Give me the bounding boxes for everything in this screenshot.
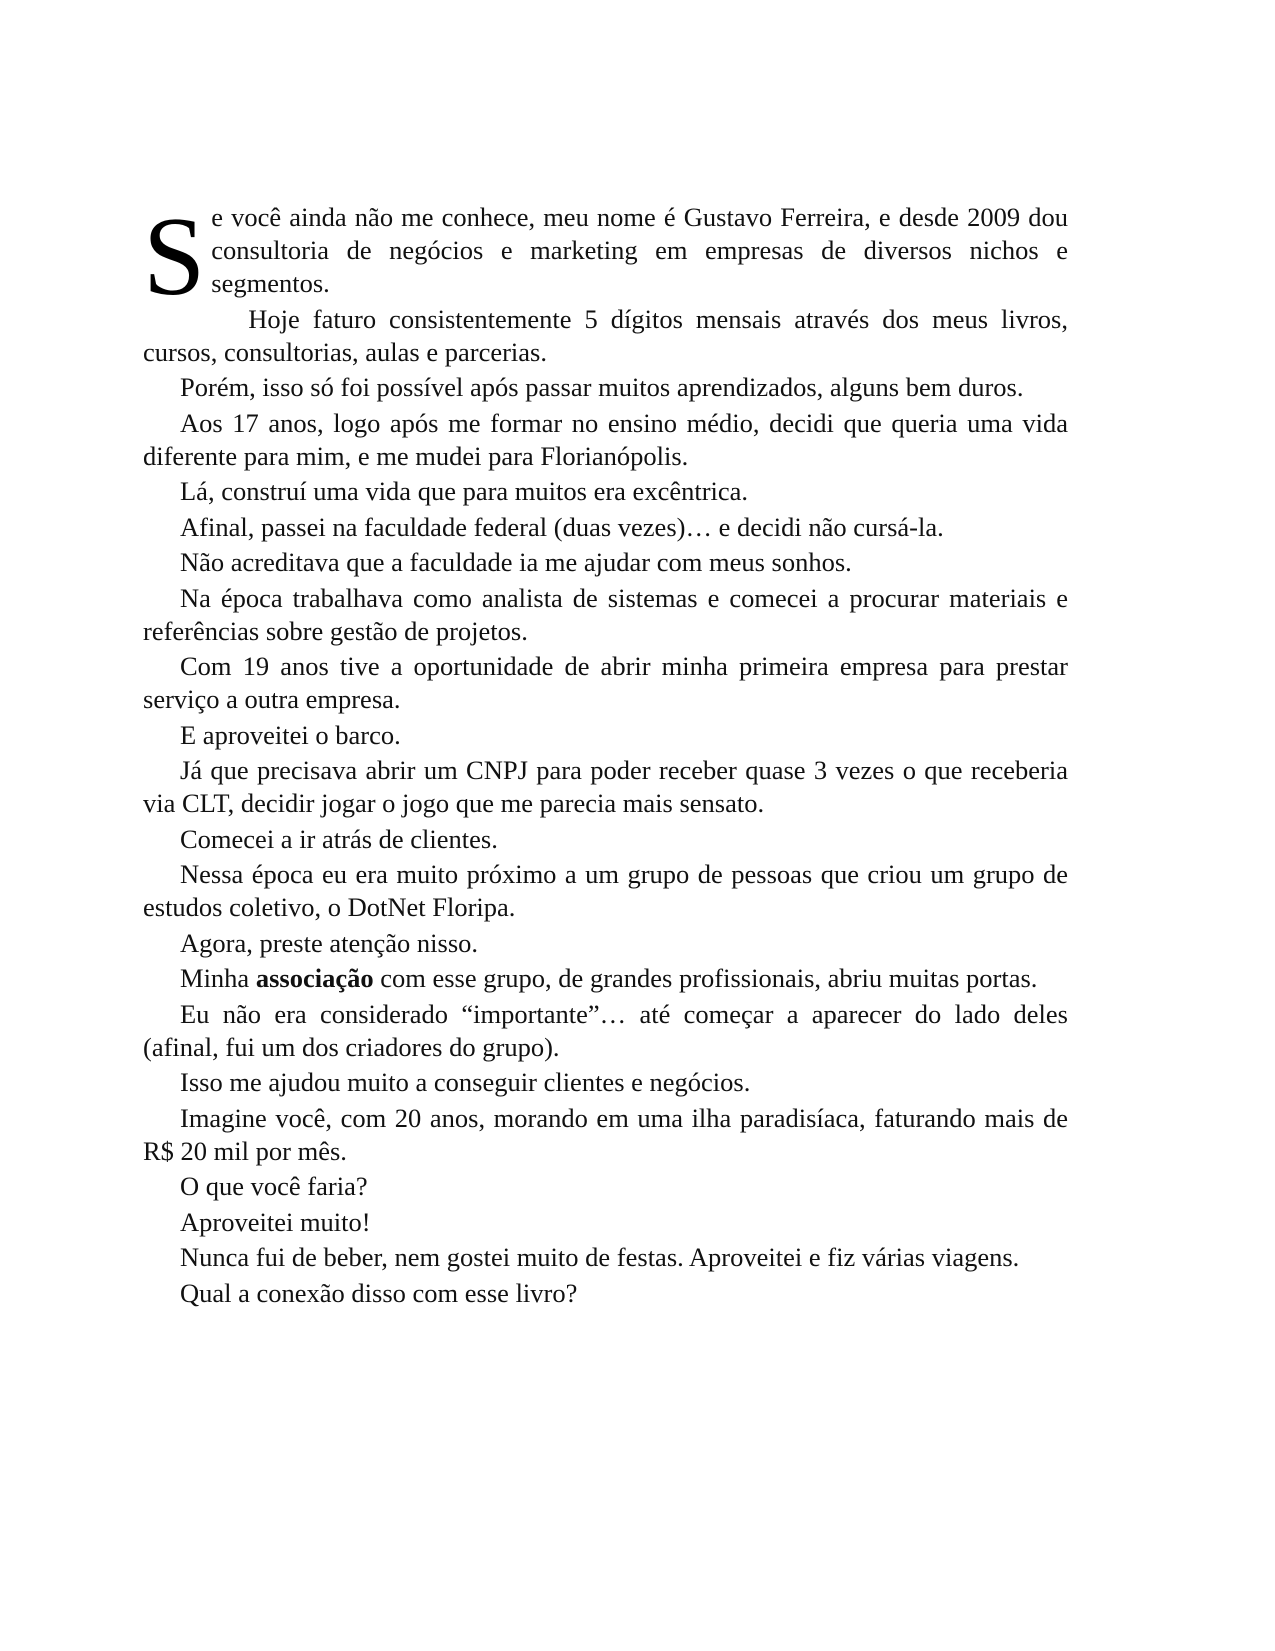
paragraph: Nessa época eu era muito próximo a um grupo de pessoas que criou um grupo de estudos coletivo, o DotNet Floripa. (143, 859, 1068, 922)
paragraph: Eu não era considerado “importante”… até começar a aparecer do lado deles (afinal, fui um dos criadores do grupo). (143, 998, 1068, 1062)
paragraph: Imagine você, com 20 anos, morando em uma ilha paradisíaca, faturando mais de R$ 20 mil por mês. (143, 1102, 1068, 1166)
intro-text: e você ainda não me conhece, meu nome é Gustavo Ferreira, e desde 2009 dou consultoria de negócios e marketing em empresas de diversos nichos e segmentos. (211, 202, 1068, 298)
paragraph: Aos 17 anos, logo após me formar no ensino médio, decidi que queria uma vida diferente para mim, e me mudei para Florianópolis. (143, 407, 1068, 471)
document-page (143, 195, 1068, 1312)
paragraph: Isso me ajudou muito a conseguir clientes e negócios. (180, 1067, 751, 1097)
paragraph: Qual a conexão disso com esse livro? (180, 1277, 578, 1308)
drop-cap: S (143, 195, 206, 319)
paragraph: Nunca fui de beber, nem gostei muito de festas. Aproveitei e fiz várias viagens. (180, 1242, 1020, 1272)
paragraph: Hoje faturo consistentemente 5 dígitos mensais através dos meus livros, cursos, consultorias, aulas e parcerias. (143, 303, 1068, 367)
paragraph: Com 19 anos tive a oportunidade de abrir minha primeira empresa para prestar serviço a outra empresa. (143, 651, 1068, 714)
bold-term: associação (255, 963, 374, 993)
paragraph: Comecei a ir atrás de clientes. (180, 823, 498, 854)
paragraph: Agora, preste atenção nisso. (180, 927, 479, 958)
paragraph: O que você faria? (180, 1171, 368, 1201)
paragraph: E aproveitei o barco. (180, 719, 401, 750)
intro-paragraph (143, 195, 1068, 319)
paragraph: Na época trabalhava como analista de sistemas e comecei a procurar materiais e referências sobre gestão de projetos. (143, 582, 1068, 646)
paragraph: Porém, isso só foi possível após passar muitos aprendizados, alguns bem duros. (180, 372, 1024, 402)
text-after-bold: com esse grupo, de grandes profissionais, abriu muitas portas. (373, 963, 1038, 993)
text-before-bold: Minha (180, 963, 256, 993)
paragraph: Não acreditava que a faculdade ia me ajudar com meus sonhos. (180, 547, 852, 577)
paragraph-with-bold (143, 962, 1068, 995)
paragraph: Aproveitei muito! (180, 1206, 371, 1237)
paragraph: Afinal, passei na faculdade federal (duas vezes)… e decidi não cursá-la. (180, 511, 944, 542)
paragraph: Já que precisava abrir um CNPJ para poder receber quase 3 vezes o que receberia via CLT, decidir jogar o jogo que me parecia mais sensato. (143, 755, 1068, 818)
paragraph: Lá, construí uma vida que para muitos era excêntrica. (180, 476, 749, 506)
